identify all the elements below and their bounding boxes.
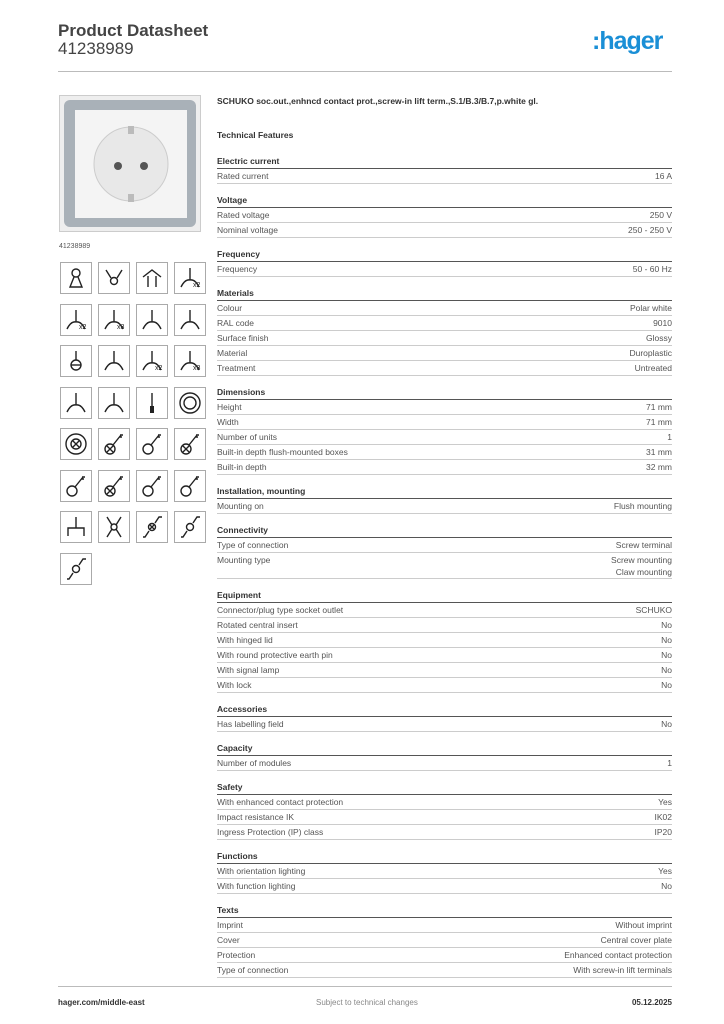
key-cross-icon <box>98 428 130 460</box>
row-label: RAL code <box>217 317 255 328</box>
row-value: Screw terminal <box>615 539 672 550</box>
row-value: IP20 <box>654 826 672 837</box>
footer-website[interactable]: hager.com/middle-east <box>58 998 145 1007</box>
row-value: IK02 <box>654 811 672 822</box>
row-label: Connector/plug type socket outlet <box>217 604 344 615</box>
socket-icon <box>174 304 206 336</box>
key-signal-icon <box>174 470 206 502</box>
table-row <box>217 361 672 376</box>
lamp-socket-icon <box>60 345 92 377</box>
row-label: With enhanced contact protection <box>217 796 344 807</box>
row-value: No <box>661 619 672 630</box>
row-label: Colour <box>217 302 243 313</box>
row-value: Without imprint <box>615 919 672 930</box>
row-value: 71 mm <box>646 416 672 427</box>
svg-text:x3: x3 <box>117 323 125 331</box>
inline-key-icon <box>60 553 92 585</box>
row-label: Mounting on <box>217 500 264 511</box>
socket-small-icon <box>60 387 92 419</box>
table-row <box>217 603 672 618</box>
row-value: Flush mounting <box>613 500 672 511</box>
socket-x3-icon <box>98 304 130 336</box>
table-row <box>217 460 672 475</box>
row-value: 250 V <box>649 209 672 220</box>
row-value: 250 - 250 V <box>628 224 672 235</box>
row-label: With hinged lid <box>217 634 273 645</box>
section-safety <box>217 780 672 840</box>
row-value: No <box>661 649 672 660</box>
key-cross-c-icon <box>98 470 130 502</box>
socket-x2-icon <box>60 304 92 336</box>
row-value: Central cover plate <box>600 934 672 945</box>
table-row <box>217 262 672 277</box>
section-installation-mounting <box>217 484 672 514</box>
plug-bracket-icon <box>60 511 92 543</box>
table-row <box>217 795 672 810</box>
table-row <box>217 553 672 579</box>
table-row <box>217 445 672 460</box>
table-row <box>217 963 672 978</box>
section-electric-current <box>217 154 672 184</box>
row-label: Ingress Protection (IP) class <box>217 826 324 837</box>
section-heading: Materials <box>217 286 672 301</box>
row-label: Number of units <box>217 431 277 442</box>
table-row <box>217 648 672 663</box>
symbol-grid <box>60 262 206 585</box>
section-voltage <box>217 193 672 238</box>
section-heading: Connectivity <box>217 523 672 538</box>
footer-date: 05.12.2025 <box>631 998 672 1007</box>
table-row <box>217 633 672 648</box>
table-row <box>217 208 672 223</box>
table-row <box>217 879 672 894</box>
row-label: Protection <box>217 949 256 960</box>
table-row <box>217 400 672 415</box>
section-heading: Texts <box>217 903 672 918</box>
socket-flap-icon <box>136 304 168 336</box>
row-value: Untreated <box>634 362 672 373</box>
table-row <box>217 810 672 825</box>
row-value: Duroplastic <box>629 347 672 358</box>
page-title: Product Datasheet <box>58 21 209 40</box>
table-row <box>217 618 672 633</box>
features-table <box>217 154 672 987</box>
socket-large-icon <box>98 345 130 377</box>
footer-note: Subject to technical changes <box>316 998 418 1007</box>
section-texts <box>217 903 672 978</box>
row-label: With signal lamp <box>217 664 280 675</box>
earth-x3-icon <box>174 345 206 377</box>
row-label: Treatment <box>217 362 256 373</box>
table-row <box>217 756 672 771</box>
table-row <box>217 864 672 879</box>
row-value: No <box>661 664 672 675</box>
row-label: With lock <box>217 679 252 690</box>
row-label: Material <box>217 347 248 358</box>
inline-icon <box>174 511 206 543</box>
table-row <box>217 316 672 331</box>
table-row <box>217 678 672 693</box>
key-lock-icon <box>60 262 92 294</box>
earth-x2-icon <box>136 345 168 377</box>
section-frequency <box>217 247 672 277</box>
table-row <box>217 918 672 933</box>
row-label: With function lighting <box>217 880 296 891</box>
table-row <box>217 169 672 184</box>
table-row <box>217 331 672 346</box>
socket-earth-icon <box>98 387 130 419</box>
row-value: 71 mm <box>646 401 672 412</box>
section-connectivity <box>217 523 672 579</box>
row-label: Mounting type <box>217 554 271 565</box>
svg-text:x2: x2 <box>155 365 163 372</box>
row-label: Type of connection <box>217 539 289 550</box>
section-dimensions <box>217 385 672 475</box>
section-heading: Voltage <box>217 193 672 208</box>
row-label: Frequency <box>217 263 258 274</box>
row-label: Rotated central insert <box>217 619 298 630</box>
switch-x2-icon <box>174 262 206 294</box>
product-description: SCHUKO soc.out.,enhncd contact prot.,screw-in lift term.,S.1/B.3/B.7,p.white gl. <box>217 96 539 106</box>
section-heading: Installation, mounting <box>217 484 672 499</box>
inline-cross-icon <box>136 511 168 543</box>
row-value: 31 mm <box>646 446 672 457</box>
key-icon <box>136 428 168 460</box>
section-accessories <box>217 702 672 732</box>
row-value: 1 <box>667 431 672 442</box>
key-cross-b-icon <box>174 428 206 460</box>
product-image <box>59 95 201 232</box>
table-row <box>217 430 672 445</box>
table-row <box>217 346 672 361</box>
product-code: 41238989 <box>58 39 134 58</box>
row-value: Polar white <box>629 302 672 313</box>
svg-text:x2: x2 <box>79 323 87 331</box>
table-row <box>217 663 672 678</box>
row-label: Rated current <box>217 170 269 181</box>
table-row <box>217 825 672 840</box>
row-label: Width <box>217 416 239 427</box>
section-heading: Frequency <box>217 247 672 262</box>
table-row <box>217 538 672 553</box>
ring-cross-icon <box>60 428 92 460</box>
row-label: Rated voltage <box>217 209 270 220</box>
row-value: 50 - 60 Hz <box>632 263 672 274</box>
section-heading: Capacity <box>217 741 672 756</box>
section-heading: Functions <box>217 849 672 864</box>
section-heading: Equipment <box>217 588 672 603</box>
row-label: Built-in depth flush-mounted boxes <box>217 446 348 457</box>
row-value: Yes <box>658 865 672 876</box>
section-heading: Electric current <box>217 154 672 169</box>
row-value: No <box>661 634 672 645</box>
row-value: No <box>661 679 672 690</box>
header-divider <box>58 71 672 72</box>
table-row <box>217 301 672 316</box>
row-label: Number of modules <box>217 757 292 768</box>
row-value: Yes <box>658 796 672 807</box>
table-row <box>217 415 672 430</box>
row-value: 16 A <box>654 170 672 181</box>
row-value: 9010 <box>653 317 672 328</box>
bell-icon <box>98 262 130 294</box>
row-value: No <box>661 880 672 891</box>
row-value: No <box>661 718 672 729</box>
row-value: Screw mounting Claw mounting <box>611 554 672 577</box>
row-label: Surface finish <box>217 332 269 343</box>
row-label: With orientation lighting <box>217 865 306 876</box>
row-label: Imprint <box>217 919 243 930</box>
row-value: 32 mm <box>646 461 672 472</box>
section-heading: Accessories <box>217 702 672 717</box>
section-materials <box>217 286 672 376</box>
row-label: Impact resistance IK <box>217 811 295 822</box>
row-label: With round protective earth pin <box>217 649 333 660</box>
row-value: Glossy <box>646 332 672 343</box>
section-capacity <box>217 741 672 771</box>
key-c-icon <box>136 470 168 502</box>
row-value: With screw-in lift terminals <box>573 964 672 975</box>
section-functions <box>217 849 672 894</box>
table-row <box>217 933 672 948</box>
row-value: 1 <box>667 757 672 768</box>
row-label: Has labelling field <box>217 718 284 729</box>
table-row <box>217 499 672 514</box>
row-value: Enhanced contact protection <box>564 949 672 960</box>
svg-text:x2: x2 <box>193 282 201 289</box>
row-label: Height <box>217 401 242 412</box>
table-row <box>217 948 672 963</box>
key-b-icon <box>60 470 92 502</box>
house-icon <box>136 262 168 294</box>
table-row <box>217 717 672 732</box>
hager-logo: :hager <box>592 27 663 55</box>
footer-divider <box>58 986 672 987</box>
row-label: Nominal voltage <box>217 224 278 235</box>
section-equipment <box>217 588 672 693</box>
row-label: Built-in depth <box>217 461 267 472</box>
ring-icon <box>174 387 206 419</box>
svg-text:x3: x3 <box>193 365 201 372</box>
row-value: SCHUKO <box>635 604 672 615</box>
row-label: Cover <box>217 934 240 945</box>
crossover-icon <box>98 511 130 543</box>
technical-features-heading: Technical Features <box>217 130 294 140</box>
image-label: 41238989 <box>59 243 91 250</box>
row-label: Type of connection <box>217 964 289 975</box>
section-heading: Dimensions <box>217 385 672 400</box>
section-heading: Safety <box>217 780 672 795</box>
probe-icon <box>136 387 168 419</box>
table-row <box>217 223 672 238</box>
